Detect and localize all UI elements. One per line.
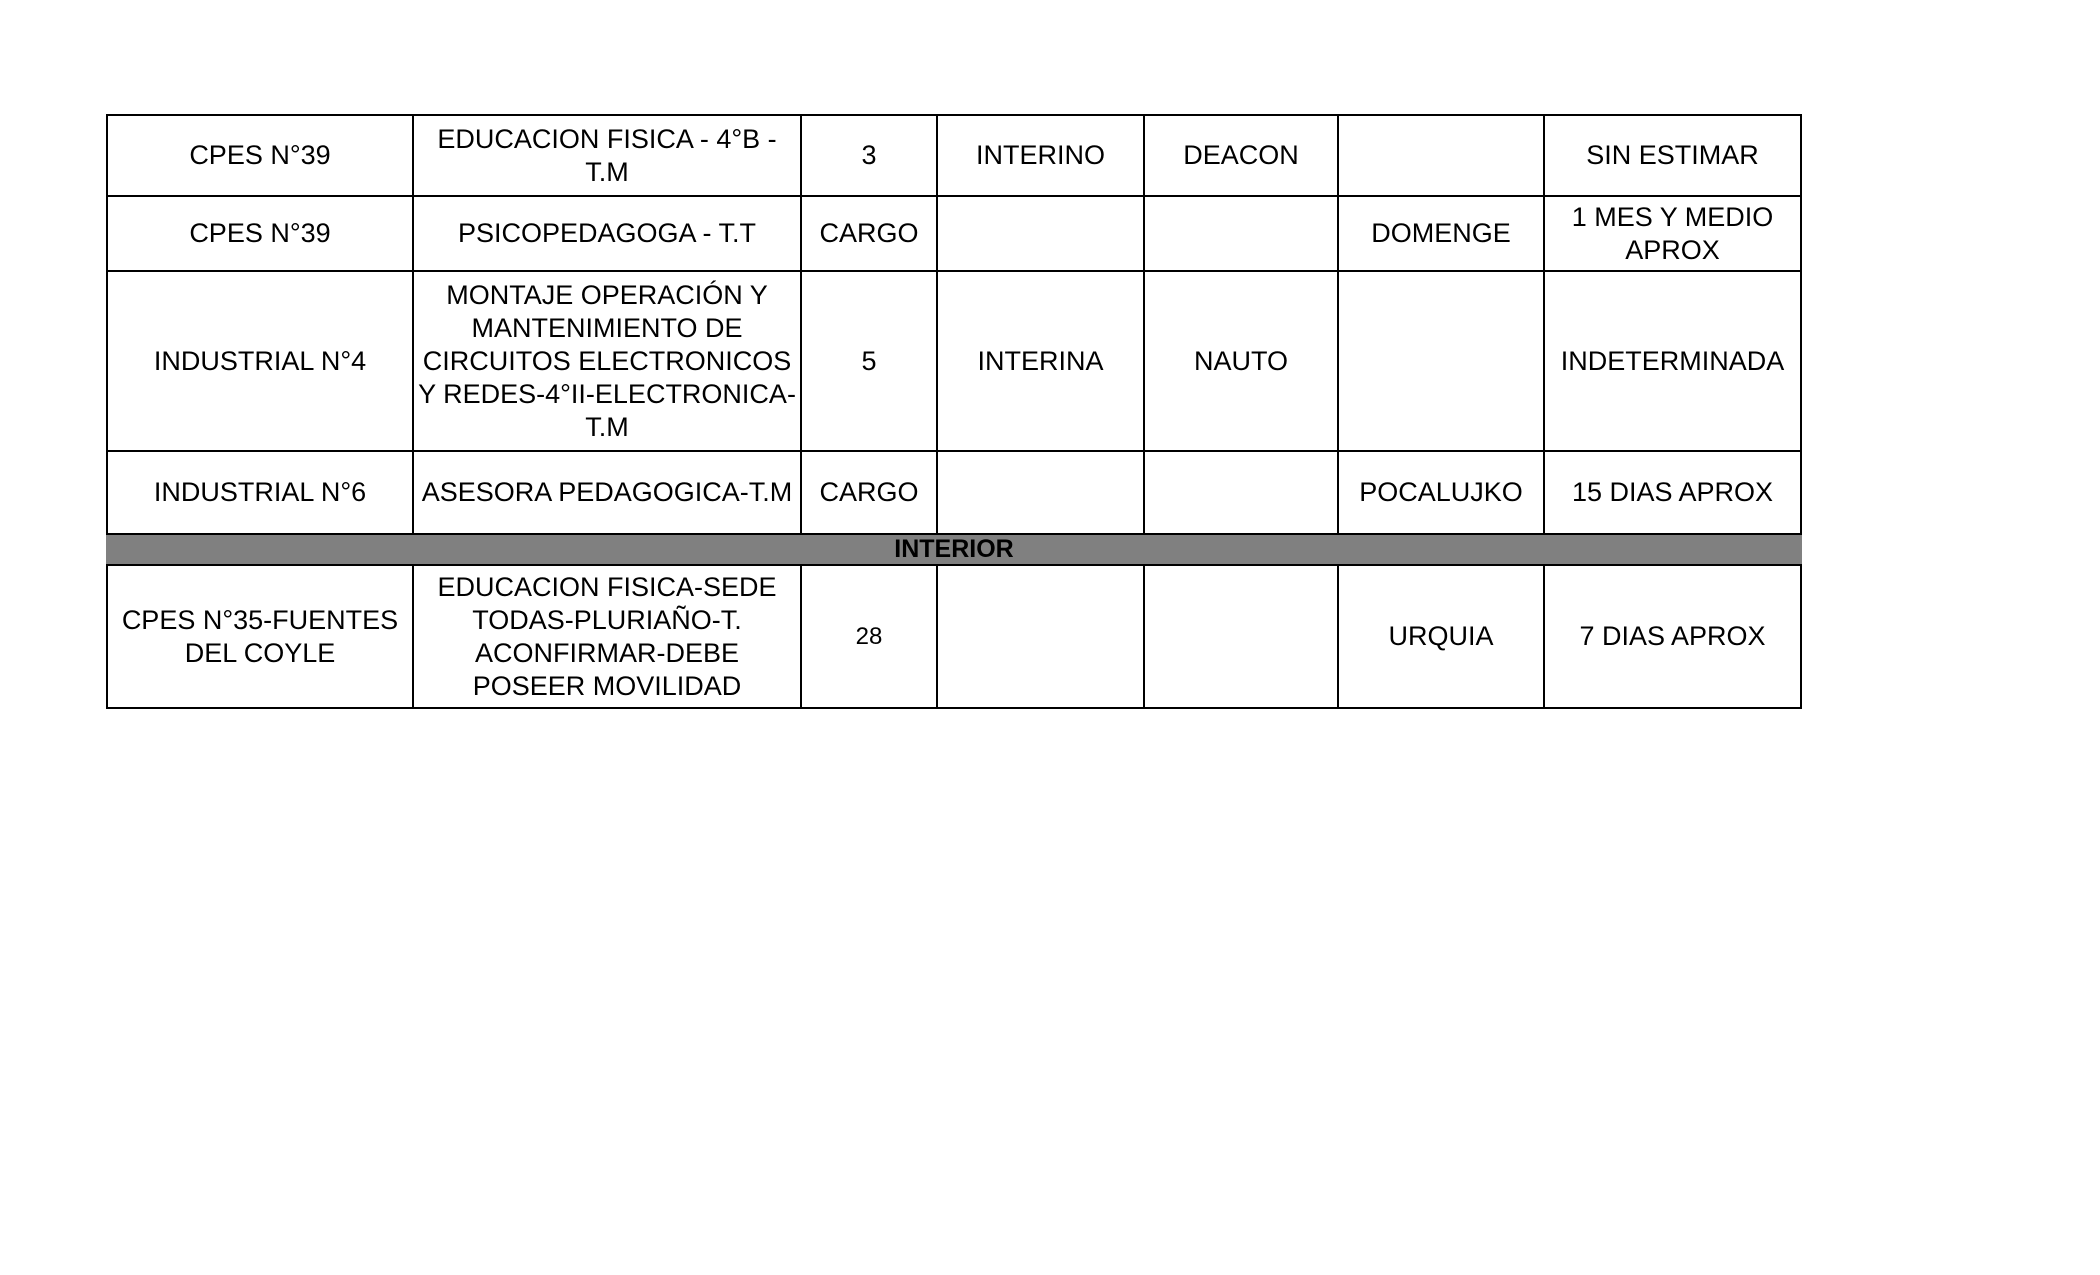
status-cell <box>937 451 1144 534</box>
school-cell: CPES N°35-FUENTES DEL COYLE <box>107 565 413 708</box>
subject-cell: EDUCACION FISICA-SEDE TODAS-PLURIAÑO-T. ACONFIRMAR-DEBE POSEER MOVILIDAD <box>413 565 801 708</box>
holder-cell: NAUTO <box>1144 271 1338 451</box>
school-cell: INDUSTRIAL N°6 <box>107 451 413 534</box>
holder-cell <box>1144 451 1338 534</box>
holder-cell <box>1144 565 1338 708</box>
school-cell: CPES N°39 <box>107 196 413 271</box>
table-row <box>107 271 1801 451</box>
section-label: INTERIOR <box>107 534 1801 565</box>
holder-cell: DEACON <box>1144 115 1338 196</box>
substitute-cell <box>1338 271 1544 451</box>
section-header-row <box>107 534 1801 565</box>
hours-cell: 5 <box>801 271 937 451</box>
duration-cell: INDETERMINADA <box>1544 271 1801 451</box>
status-cell <box>937 565 1144 708</box>
duration-cell: SIN ESTIMAR <box>1544 115 1801 196</box>
subject-cell: PSICOPEDAGOGA - T.T <box>413 196 801 271</box>
school-cell: INDUSTRIAL N°4 <box>107 271 413 451</box>
table-row <box>107 196 1801 271</box>
hours-cell: 3 <box>801 115 937 196</box>
subject-cell: EDUCACION FISICA - 4°B - T.M <box>413 115 801 196</box>
duration-cell: 15 DIAS APROX <box>1544 451 1801 534</box>
substitute-cell <box>1338 115 1544 196</box>
substitute-cell: POCALUJKO <box>1338 451 1544 534</box>
status-cell: INTERINO <box>937 115 1144 196</box>
vacancy-table <box>106 114 1802 709</box>
substitute-cell: URQUIA <box>1338 565 1544 708</box>
holder-cell <box>1144 196 1338 271</box>
school-cell: CPES N°39 <box>107 115 413 196</box>
duration-cell: 7 DIAS APROX <box>1544 565 1801 708</box>
substitute-cell: DOMENGE <box>1338 196 1544 271</box>
status-cell <box>937 196 1144 271</box>
hours-cell: CARGO <box>801 196 937 271</box>
table-row <box>107 565 1801 708</box>
hours-cell: 28 <box>801 565 937 708</box>
table-row <box>107 451 1801 534</box>
subject-cell: ASESORA PEDAGOGICA-T.M <box>413 451 801 534</box>
hours-cell: CARGO <box>801 451 937 534</box>
duration-cell: 1 MES Y MEDIO APROX <box>1544 196 1801 271</box>
table-row <box>107 115 1801 196</box>
subject-cell: MONTAJE OPERACIÓN Y MANTENIMIENTO DE CIRCUITOS ELECTRONICOS Y REDES-4°II-ELECTRONICA-T.M <box>413 271 801 451</box>
status-cell: INTERINA <box>937 271 1144 451</box>
